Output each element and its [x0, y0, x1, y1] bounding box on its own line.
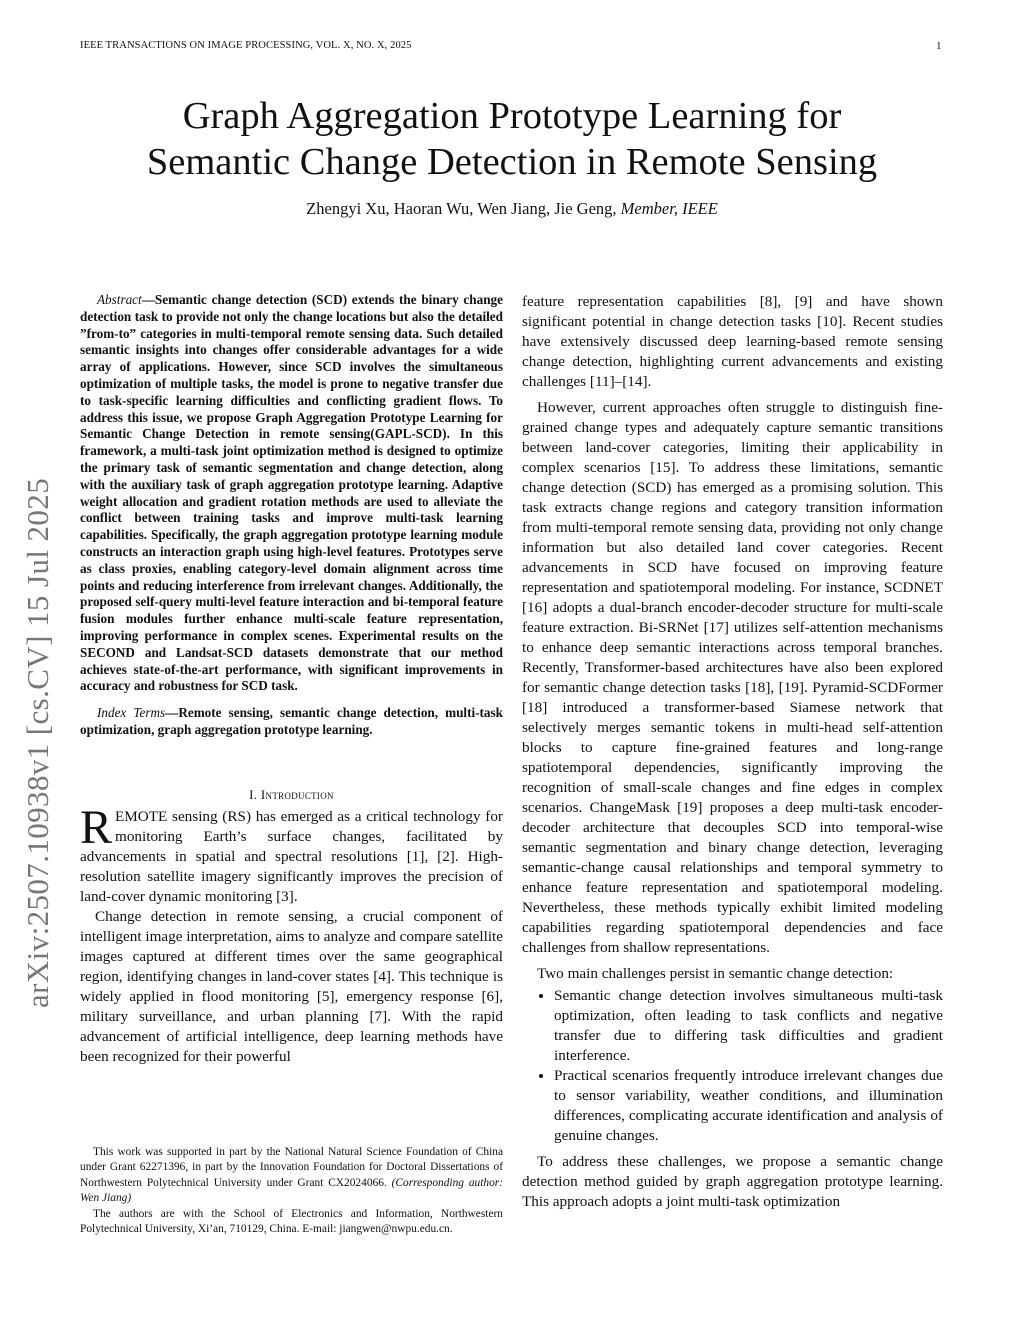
intro-paragraph-5: To address these challenges, we propose a semantic change detection method guided by graph aggregation prototype learning. This approach adopts a joint multi-task optimization [522, 1153, 943, 1210]
footnote-funding [80, 1145, 503, 1207]
drop-cap: R [80, 800, 113, 854]
title-line-1: Graph Aggregation Prototype Learning for [182, 95, 842, 137]
intro-paragraph-1-text: EMOTE sensing (RS) has emerged as a critical technology for monitoring Earth’s surface changes, facilitated by advancements in spatial and spectral resolutions [1], [2]. High-resolution satellite imagery significantly improves the precision of land-cover dynamic monitoring [3]. [80, 807, 503, 905]
section-heading-introduction [80, 787, 503, 803]
intro-paragraph-2-continued: feature representation capabilities [8], [9] and have shown significant potential in change detection tasks [10]. Recent studies have extensively discussed deep learning-based remote sensing change detection, highlighting current advancements and existing challenges [11]–[14]. [522, 293, 943, 390]
section-title: Introduction [260, 786, 334, 802]
title-line-2: Semantic Change Detection in Remote Sensing [146, 141, 878, 183]
index-terms [80, 705, 503, 739]
abstract-text: —Semantic change detection (SCD) extends the binary change detection task to provide not only the change locations but also the detailed ”from-to” categories in multi-temporal remote sensing data. Such detailed semantic insights into changes offer considerable advantages for a wide array of applications. However, since SCD involves the simultaneous optimization of multiple tasks, the model is prone to negative transfer due to task-specific learning difficulties and conflicting gradient flows. To address this issue, we propose Graph Aggregation Prototype Learning for Semantic Change Detection in remote sensing(GAPL-SCD). In this framework, a multi-task joint optimization method is designed to optimize the primary task of semantic segmentation and change detection, along with the auxiliary task of graph aggregation prototype learning. Adaptive weight allocation and gradient rotation methods are used to alleviate the conflict between training tasks and improve multi-task learning capabilities. Specifically, the graph aggregation prototype learning module constructs an interaction graph using high-level features. Prototypes serve as class proxies, enabling category-level domain alignment across time points and reducing interference from irrelevant changes. Additionally, the proposed self-query multi-level feature interaction and bi-temporal feature fusion modules further enhance multi-scale feature representation, improving performance in complex scenes. Experimental results on the SECOND and Landsat-SCD datasets demonstrate that our method achieves state-of-the-art performance, with significant improvements in accuracy and robustness for SCD task. [80, 292, 503, 694]
corresponding-author: (Corresponding author: Wen Jiang) [80, 1176, 504, 1205]
arxiv-stamp: arXiv:2507.10938v1 [cs.CV] 15 Jul 2025 [20, 477, 55, 1008]
challenge-item: • Practical scenarios frequently introduce irrelevant changes due to sensor variability, weather conditions, and illumination differences, complicating accurate identification and analysis of genuine changes. [554, 1066, 943, 1146]
section-number: I. [249, 786, 261, 802]
left-column [80, 292, 503, 1067]
footnote-funding-text: This work was supported in part by the National Natural Science Foundation of China under Grant 62271396, in part by the Innovation Foundation for Doctoral Dissertations of Northwestern Polytechnical University under Grant CX2024066. [80, 1146, 503, 1189]
authors [0, 199, 1024, 219]
index-terms-label: Index Terms [97, 705, 166, 721]
abstract [80, 292, 503, 695]
author-names: Zhengyi Xu, Haoran Wu, Wen Jiang, Jie Geng, [306, 199, 617, 218]
running-header: IEEE TRANSACTIONS ON IMAGE PROCESSING, VOL. X, NO. X, 2025 [80, 40, 412, 51]
intro-paragraph-3: However, current approaches often struggle to distinguish fine-grained change types and adequately capture semantic transitions between land-cover categories, limiting their applicability in complex scenarios [15]. To address these limitations, semantic change detection (SCD) has emerged as a promising solution. This task extracts change regions and category transition information from multi-temporal remote sensing data, providing not only change information but also detailed land cover categories. Recent advancements in SCD have focused on improving feature representation and spatiotemporal modeling. For instance, SCDNET [16] adopts a dual-branch encoder-decoder structure for multi-scale feature extraction. Bi-SRNet [17] utilizes self-attention mechanisms to enhance deep semantic interactions across temporal branches. Recently, Transformer-based architectures have also been explored for semantic change detection tasks [18], [19]. Pyramid-SCDFormer [18] introduced a transformer-based Siamese network that selectively merges semantic tokens in multi-head self-attention blocks to capture fine-grained features and long-range spatiotemporal dependencies, significantly improving the recognition of small-scale changes and fine edges in complex scenarios. ChangeMask [19] proposes a deep multi-task encoder-decoder architecture that decouples SCD into temporal-wise semantic segmentation and binary change detection, leveraging semantic-change causal relationships and temporal symmetry to enhance feature representation and spatiotemporal modeling. Nevertheless, these methods typically exhibit limited modeling capabilities regarding spatiotemporal dependencies and face challenges from shallow representations. [522, 399, 943, 956]
intro-paragraph-1 [80, 800, 503, 907]
challenge-item: • Semantic change detection involves simultaneous multi-task optimization, often leading to task conflicts and negative transfer due to differing task difficulties and gradient interference. [554, 986, 943, 1066]
paper-title [0, 93, 1024, 185]
intro-paragraph-4: Two main challenges persist in semantic change detection: [537, 965, 894, 982]
intro-paragraph-2: Change detection in remote sensing, a crucial component of intelligent image interpretation, aims to analyze and compare satellite images captured at different times over the same geographical region, identifying changes in land-cover states [4]. This technique is widely applied in flood monitoring [5], emergency response [6], military surveillance, and urban planning [7]. With the rapid advancement of artificial intelligence, deep learning methods have been recognized for their powerful [80, 907, 503, 1065]
index-terms-text: —Remote sensing, semantic change detection, multi-task optimization, graph aggregation prototype learning. [80, 705, 503, 737]
abstract-label: Abstract [97, 292, 142, 307]
author-membership: Member, IEEE [620, 199, 718, 218]
challenges-list [522, 986, 943, 1146]
page-number: 1 [936, 40, 942, 52]
right-column [522, 292, 943, 1212]
footnotes [80, 1145, 503, 1237]
footnote-affiliation: The authors are with the School of Electronics and Information, Northwestern Polytechnical University, Xi’an, 710129, China. E-mail: jiangwen@nwpu.edu.cn. [80, 1207, 503, 1236]
